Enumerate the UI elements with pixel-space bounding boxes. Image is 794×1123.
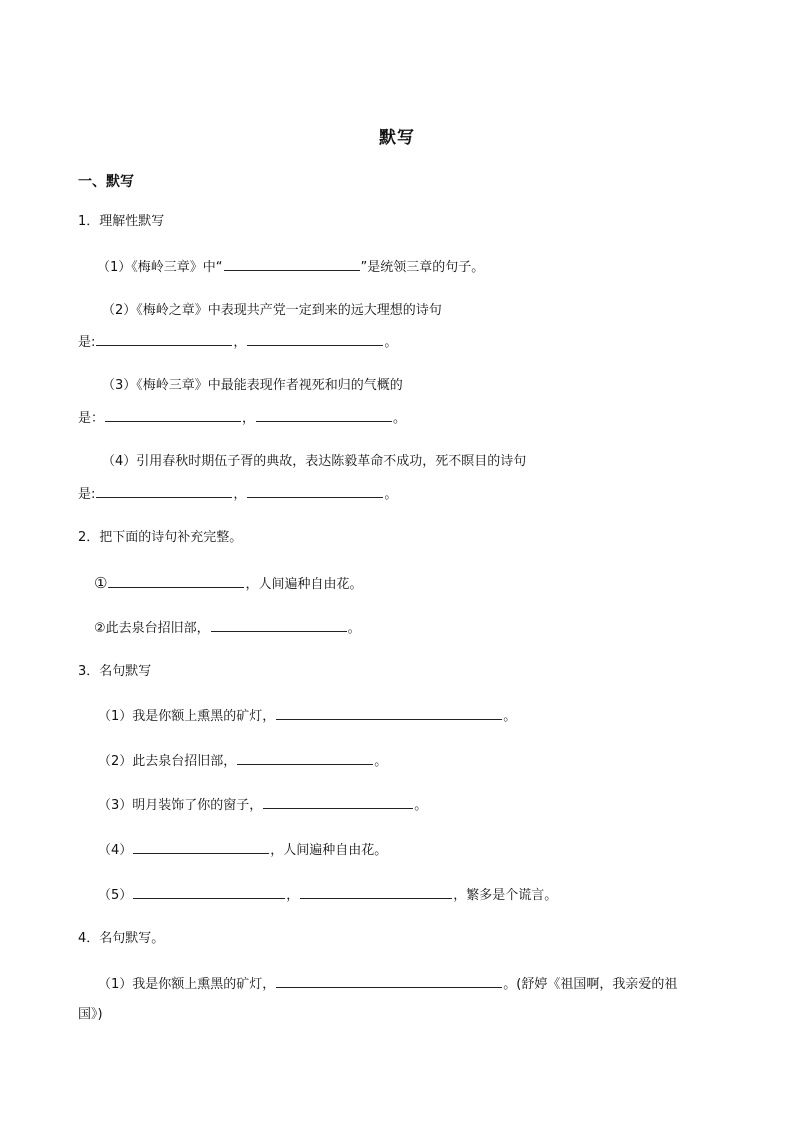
q3-item-5-prefix: （5） <box>98 888 133 903</box>
comma: ， <box>242 411 256 426</box>
answer-blank[interactable] <box>247 332 383 346</box>
answer-blank[interactable] <box>133 840 269 854</box>
answer-blank[interactable] <box>211 618 347 632</box>
q1-item-2-prefix: 是: <box>78 335 96 350</box>
answer-blank[interactable] <box>133 885 285 899</box>
question-1-label: 1．理解性默写 <box>78 214 165 229</box>
q4-item-1-continuation: 国》) <box>78 1007 103 1022</box>
q3-item-5-suffix: ，繁多是个谎言。 <box>453 888 558 903</box>
q1-item-2-text: （2）《梅岭之章》中表现共产党一定到来的远大理想的诗句 <box>102 303 442 318</box>
answer-blank[interactable] <box>96 332 232 346</box>
circled-number-1: ① <box>94 574 108 592</box>
q3-item-4-suffix: ，人间遍种自由花。 <box>270 843 388 858</box>
question-3-label: 3．名句默写 <box>78 664 152 679</box>
answer-blank[interactable] <box>224 257 360 271</box>
q2-item-2-prefix: ②此去泉台招旧部， <box>94 621 210 636</box>
question-2-label: 2．把下面的诗句补充完整。 <box>78 530 243 545</box>
answer-blank[interactable] <box>105 408 241 422</box>
q1-item-4-answer <box>78 484 397 505</box>
period: 。 <box>503 709 517 724</box>
q4-item-1-prefix: （1）我是你额上熏黑的矿灯， <box>98 977 276 992</box>
q3-item-2 <box>98 751 387 772</box>
q1-item-1-prefix: （1）《梅岭三章》中“ <box>97 260 223 275</box>
q3-item-3-prefix: （3）明月装饰了你的窗子， <box>98 798 263 813</box>
q3-item-2-prefix: （2）此去泉台招旧部， <box>98 754 237 769</box>
answer-blank[interactable] <box>237 751 373 765</box>
q1-item-3-answer <box>78 408 406 429</box>
q1-item-1-suffix: ”是统领三章的句子。 <box>360 260 485 275</box>
comma: ， <box>233 487 247 502</box>
q1-item-3-text: （3）《梅岭三章》中最能表现作者视死和归的气概的 <box>102 378 403 393</box>
answer-blank[interactable] <box>300 885 452 899</box>
answer-blank[interactable] <box>247 484 383 498</box>
q3-item-4-prefix: （4） <box>98 843 133 858</box>
q2-item-1-suffix: ，人间遍种自由花。 <box>245 577 363 592</box>
answer-blank[interactable] <box>276 974 502 988</box>
answer-blank[interactable] <box>276 706 502 720</box>
period: 。 <box>414 798 428 813</box>
q3-item-5 <box>98 885 557 906</box>
period: 。 <box>384 335 398 350</box>
q1-item-4-prefix: 是: <box>78 487 96 502</box>
page-title: 默写 <box>379 128 415 148</box>
q1-item-2-answer <box>78 332 397 353</box>
q4-item-1 <box>98 974 677 995</box>
period: 。 <box>384 487 398 502</box>
comma: ， <box>286 888 300 903</box>
q2-item-1 <box>94 573 362 595</box>
q3-item-4 <box>98 840 387 861</box>
question-4-label: 4．名句默写。 <box>78 931 165 946</box>
period: 。 <box>347 621 361 636</box>
q3-item-1 <box>98 706 516 727</box>
q4-item-1-suffix: 。(舒婷《祖国啊，我亲爱的祖 <box>503 977 678 992</box>
answer-blank[interactable] <box>96 484 232 498</box>
q1-item-3-prefix: 是： <box>78 411 105 426</box>
q1-item-4-text: （4）引用春秋时期伍子胥的典故，表达陈毅革命不成功，死不瞑目的诗句 <box>102 454 527 469</box>
q1-item-1 <box>97 257 484 278</box>
section-heading: 一、默写 <box>78 174 134 190</box>
q3-item-3 <box>98 795 427 816</box>
answer-blank[interactable] <box>256 408 392 422</box>
answer-blank[interactable] <box>263 795 413 809</box>
answer-blank[interactable] <box>108 574 244 588</box>
comma: ， <box>233 335 247 350</box>
period: 。 <box>374 754 388 769</box>
period: 。 <box>393 411 407 426</box>
q3-item-1-prefix: （1）我是你额上熏黑的矿灯， <box>98 709 276 724</box>
q2-item-2 <box>94 618 361 639</box>
